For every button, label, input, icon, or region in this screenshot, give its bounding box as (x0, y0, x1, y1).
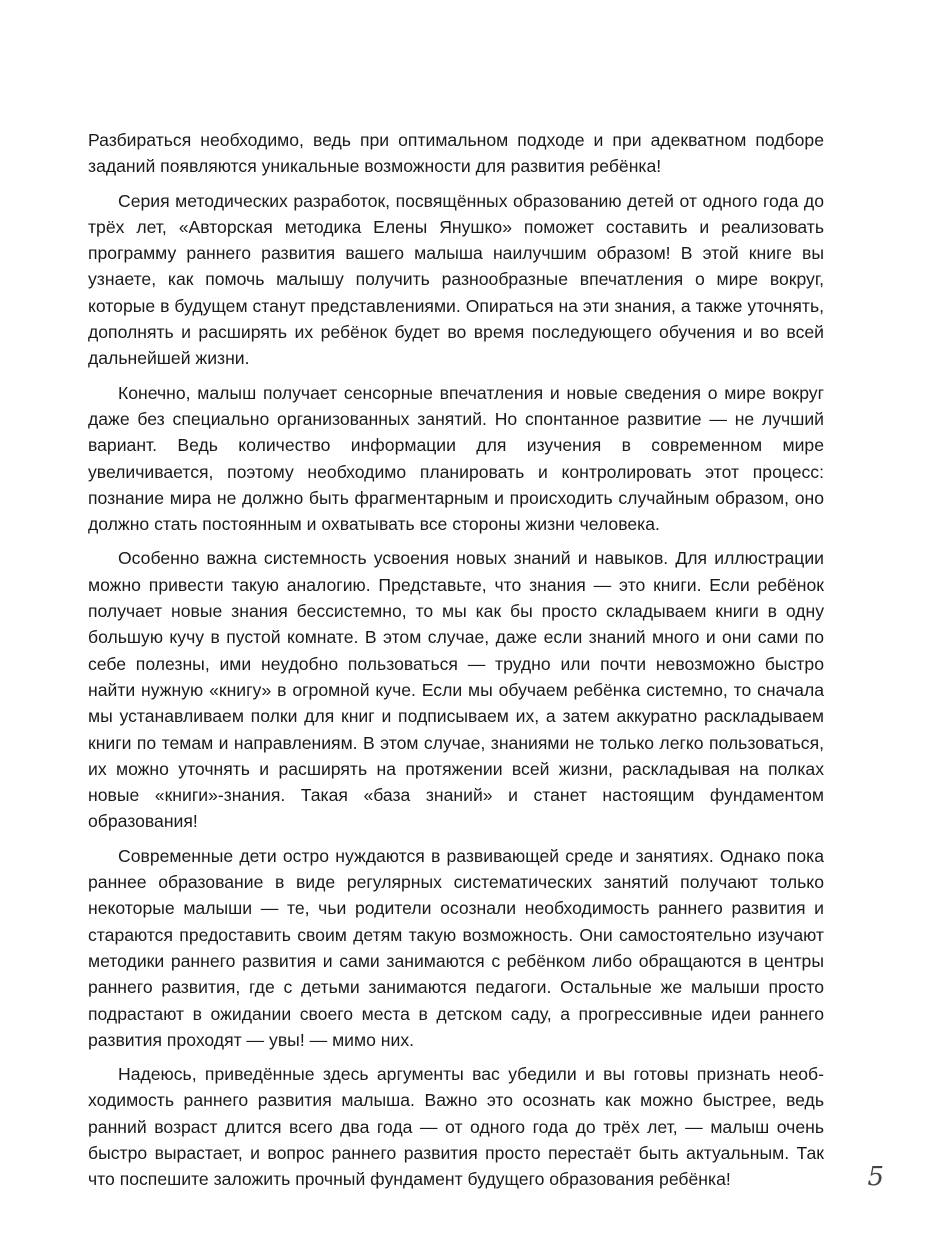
paragraph-4: Особенно важна системность усвоения новых знаний и навыков. Для иллюстрации можно привести такую аналогию. Представьте, что знания — это книги. Если ребёнок получает новые знания бессистемно, то мы как бы просто складываем книги в одну большую кучу в пустой комнате. В этом случае, даже если знаний много и они сами по себе полезны, ими неудобно пользоваться — трудно или почти невозможно быстро найти нужную «книгу» в огромной куче. Если мы обучаем ребёнка системно, то сначала мы устанавливаем полки для книг и подписываем их, а затем аккуратно раскладываем книги по темам и направлениям. В этом случае, знаниями не только легко пользоваться, их можно уточнять и расширять на протяжении всей жизни, раскладывая на полках новые «книги»-знания. Такая «база знаний» и станет настоящим фундаментом образования! (88, 548, 824, 832)
body-text (88, 127, 824, 1201)
paragraph-5: Современные дети остро нуждаются в развивающей среде и занятиях. Однако пока раннее образование в виде регулярных систематических занятий получают только некоторые малыши — те, чьи родители осознали необходимость раннего развития и стараются предоставить своим детям такую возможность. Они самостоятельно изучают методики раннего развития и сами занимаются с ребёнком либо обращаются в центры раннего развития, где с детьми занимаются педагоги. Остальные же малыши просто подрастают в ожидании своего места в детском саду, а прогрессивные идеи раннего развития проходят — увы! — мимо них. (88, 845, 824, 1050)
page-number: 5 (867, 1162, 884, 1192)
paragraph-2: Серия методических разработок, посвящённых образованию детей от одного года до трёх лет, «Авторская методика Елены Янушко» поможет составить и реализовать программу раннего развития вашего малыша наилучшим образом! В этой книге вы узнаете, как помочь малышу получить разнообразные впечатления о мире вокруг, которые в будущем станут представлениями. Опираться на эти знания, а также уточнять, дополнять и расширять их ребёнок будет во время последующего обучения и во всей дальнейшей жизни. (88, 190, 824, 369)
paragraph-6: Надеюсь, приведённые здесь аргументы вас убедили и вы готовы признать необходимость раннего развития малыша. Важно это осознать как можно быстрее, ведь ранний возраст длится всего два года — от одного года до трёх лет, — малыш очень быстро вырастает, и вопрос раннего развития просто перестаёт быть актуальным. Так что поспешите заложить прочный фундамент будущего образования ребёнка! (88, 1064, 824, 1190)
paragraph-3: Конечно, малыш получает сенсорные впечатления и новые сведения о мире вокруг даже без специально организованных занятий. Но спонтанное развитие — не лучший вариант. Ведь количество информации для изучения в современном мире увеличивается, поэтому необходимо планировать и контролировать этот процесс: познание мира не должно быть фрагментарным и происходить случайным образом, оно должно стать постоянным и охватывать все стороны жизни человека. (88, 382, 824, 535)
paragraph-1: Разбираться необходимо, ведь при оптимальном подходе и при адекватном подборе заданий появляются уникальные возможности для развития ребёнка! (88, 130, 824, 177)
